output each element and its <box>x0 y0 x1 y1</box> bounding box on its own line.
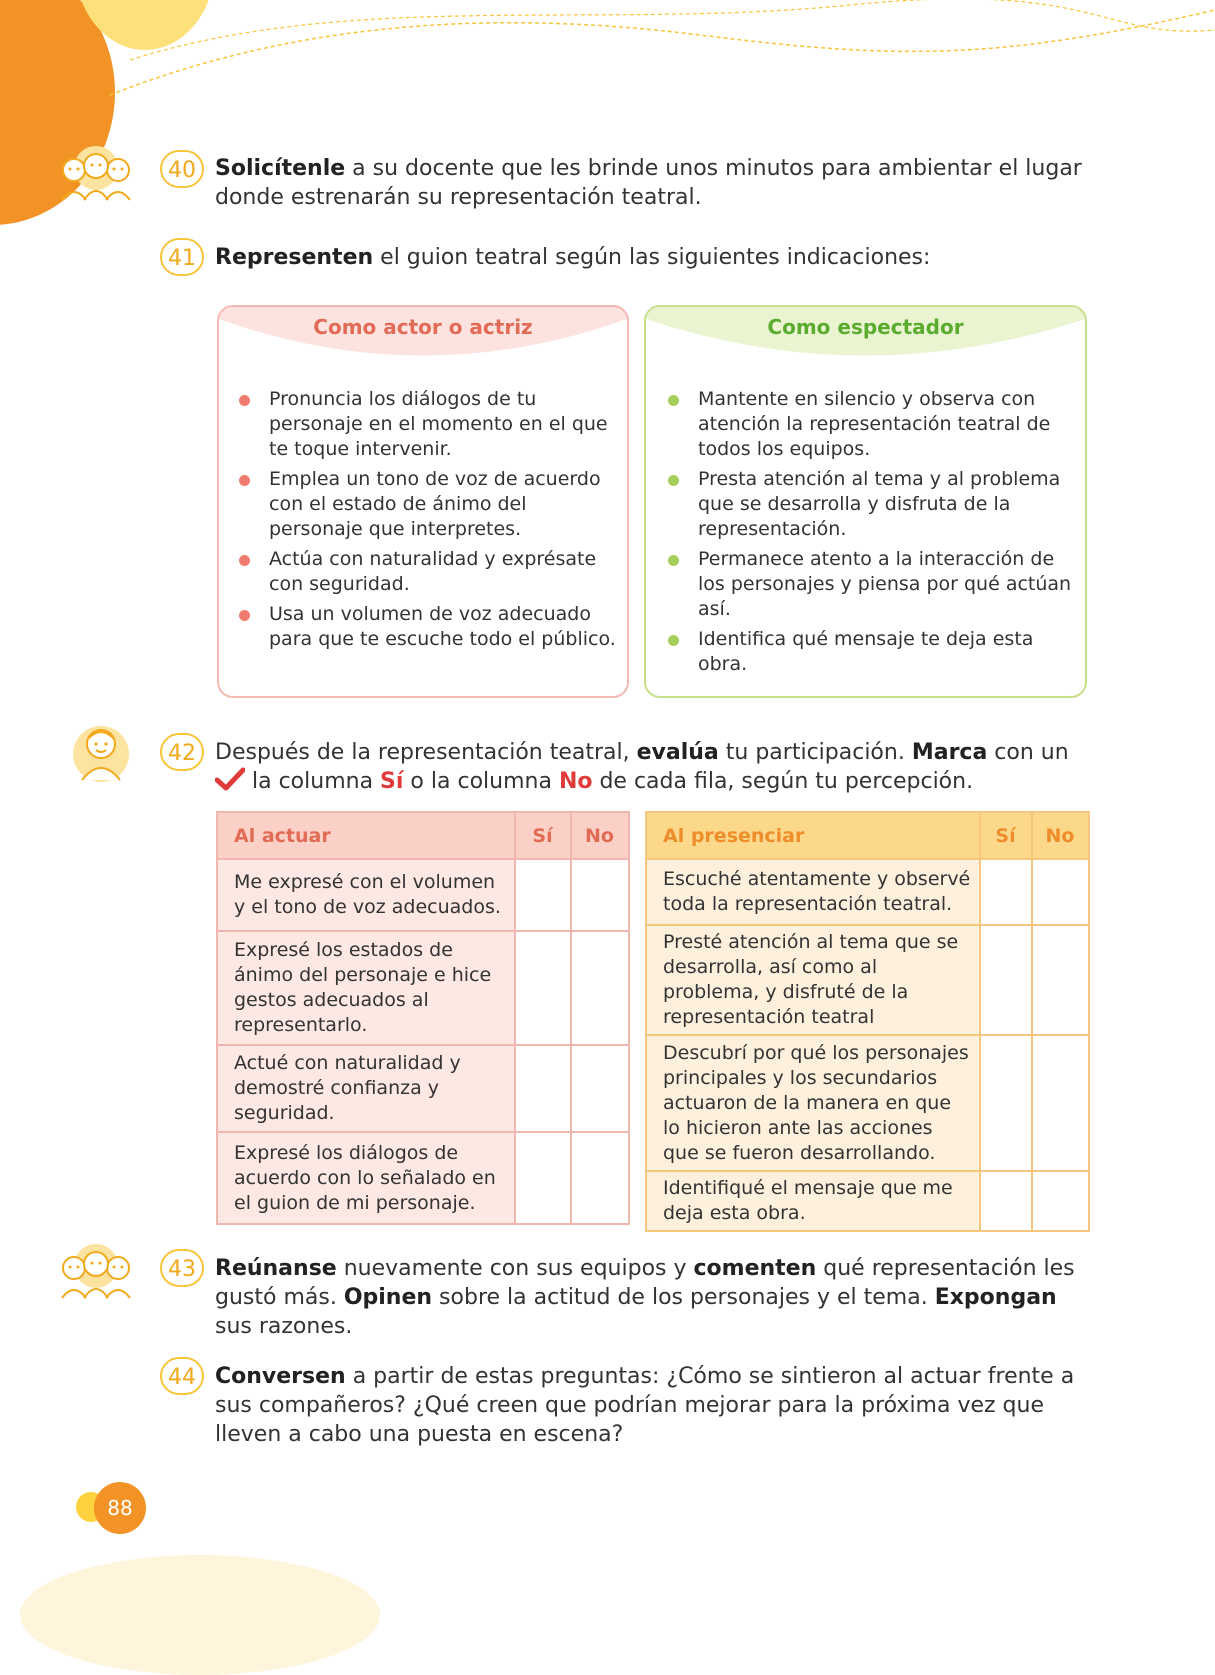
acting-evaluation-table <box>216 811 630 1225</box>
instruction-42: Después de la representación teatral, evalúa tu participación. Marca con un la columna Sí o la columna No de cada fila, según tu percepción. <box>215 740 1069 794</box>
row-statement: Expresé los diálogos de acuerdo con lo señalado en el guion de mi personaje. <box>217 1132 515 1224</box>
row-statement: Descubrí por qué los personajes principales y los secundarios actuaron de la manera en que lo hicieron ante las acciones que se fueron desarrollando. <box>646 1035 980 1171</box>
decorative-bottom-blob <box>20 1555 380 1675</box>
list-item: Identifica qué mensaje te deja esta obra. <box>668 627 1075 677</box>
instruction-40: Solicítenle a su docente que les brinde unos minutos para ambientar el lugar donde estrenarán su representación teatral. <box>215 156 1082 210</box>
list-item: Permanece atento a la interacción de los personajes y piensa por qué actúan así. <box>668 547 1075 622</box>
row-statement: Me expresé con el volumen y el tono de voz adecuados. <box>217 859 515 931</box>
row-statement: Actué con naturalidad y demostré confianza y seguridad. <box>217 1045 515 1132</box>
check-cell-si[interactable] <box>980 1035 1032 1171</box>
column-header-no: No <box>1032 812 1089 859</box>
list-item: Actúa con naturalidad y exprésate con seguridad. <box>239 547 617 597</box>
list-item: Mantente en silencio y observa con atención la representación teatral de todos los equipos. <box>668 387 1075 462</box>
group-work-icon <box>54 1240 138 1300</box>
row-statement: Escuché atentamente y observé toda la representación teatral. <box>646 859 980 925</box>
column-header-si: Sí <box>980 812 1032 859</box>
check-cell-si[interactable] <box>980 859 1032 925</box>
group-work-icon <box>54 142 138 202</box>
check-cell-si[interactable] <box>980 925 1032 1035</box>
bullet-dot <box>239 610 250 621</box>
row-statement: Expresé los estados de ánimo del personaje e hice gestos adecuados al representarlo. <box>217 931 515 1045</box>
check-cell-no[interactable] <box>571 859 629 931</box>
spectator-box-title: Como espectador <box>767 315 964 339</box>
table-header-row <box>217 812 629 859</box>
item-number-42: 42 <box>160 733 204 771</box>
item-number-43: 43 <box>160 1249 204 1287</box>
table-row <box>646 859 1089 925</box>
column-header-si: Sí <box>515 812 571 859</box>
check-cell-si[interactable] <box>980 1171 1032 1231</box>
list-item: Usa un volumen de voz adecuado para que te escuche todo el público. <box>239 602 617 652</box>
item-number-44: 44 <box>160 1357 204 1395</box>
decorative-dashed-wave <box>0 0 1215 120</box>
watching-evaluation-table <box>645 811 1090 1232</box>
spectator-instructions-box <box>644 305 1087 698</box>
instruction-41: Representen el guion teatral según las siguientes indicaciones: <box>215 245 931 270</box>
column-header-actuar: Al actuar <box>217 812 515 859</box>
column-header-no: No <box>571 812 629 859</box>
check-cell-no[interactable] <box>1032 859 1089 925</box>
row-statement: Presté atención al tema que se desarrolla, así como al problema, y disfruté de la representación teatral <box>646 925 980 1035</box>
actor-instruction-list <box>239 387 617 657</box>
list-item: Emplea un tono de voz de acuerdo con el estado de ánimo del personaje que interpretes. <box>239 467 617 542</box>
bullet-dot <box>668 555 679 566</box>
page-number: 88 <box>94 1482 146 1534</box>
table-row <box>217 931 629 1045</box>
check-cell-no[interactable] <box>571 1132 629 1224</box>
check-cell-si[interactable] <box>515 859 571 931</box>
list-item: Presta atención al tema y al problema que se desarrolla y disfruta de la representación. <box>668 467 1075 542</box>
instruction-44: Conversen a partir de estas preguntas: ¿Cómo se sintieron al actuar frente a sus compañeros? ¿Qué creen que podrían mejorar para la próxima vez que lleven a cabo una puesta en escena? <box>215 1364 1075 1447</box>
table-row <box>646 1171 1089 1231</box>
table-row <box>646 925 1089 1035</box>
check-cell-si[interactable] <box>515 1132 571 1224</box>
check-cell-no[interactable] <box>1032 1171 1089 1231</box>
list-item: Pronuncia los diálogos de tu personaje en el momento en el que te toque intervenir. <box>239 387 617 462</box>
check-cell-no[interactable] <box>571 1045 629 1132</box>
check-cell-no[interactable] <box>1032 1035 1089 1171</box>
instruction-43: Reúnanse nuevamente con sus equipos y comenten qué representación les gustó más. Opinen sobre la actitud de los personajes y el tema. Expongan sus razones. <box>215 1256 1075 1339</box>
table-row <box>646 1035 1089 1171</box>
bullet-dot <box>668 635 679 646</box>
item-number-41: 41 <box>160 238 204 276</box>
actor-box-title: Como actor o actriz <box>313 315 533 339</box>
checkmark-icon <box>215 767 245 791</box>
item-number-40: 40 <box>160 150 204 188</box>
table-row <box>217 859 629 931</box>
bullet-dot <box>668 475 679 486</box>
bullet-dot <box>239 475 250 486</box>
check-cell-no[interactable] <box>571 931 629 1045</box>
bullet-dot <box>239 395 250 406</box>
check-cell-no[interactable] <box>1032 925 1089 1035</box>
table-header-row <box>646 812 1089 859</box>
bullet-dot <box>239 555 250 566</box>
check-cell-si[interactable] <box>515 1045 571 1132</box>
actor-instructions-box <box>217 305 629 698</box>
individual-work-icon <box>70 720 132 786</box>
table-row <box>217 1132 629 1224</box>
column-header-presenciar: Al presenciar <box>646 812 980 859</box>
check-cell-si[interactable] <box>515 931 571 1045</box>
spectator-instruction-list <box>668 387 1075 682</box>
bullet-dot <box>668 395 679 406</box>
row-statement: Identifiqué el mensaje que me deja esta obra. <box>646 1171 980 1231</box>
table-row <box>217 1045 629 1132</box>
